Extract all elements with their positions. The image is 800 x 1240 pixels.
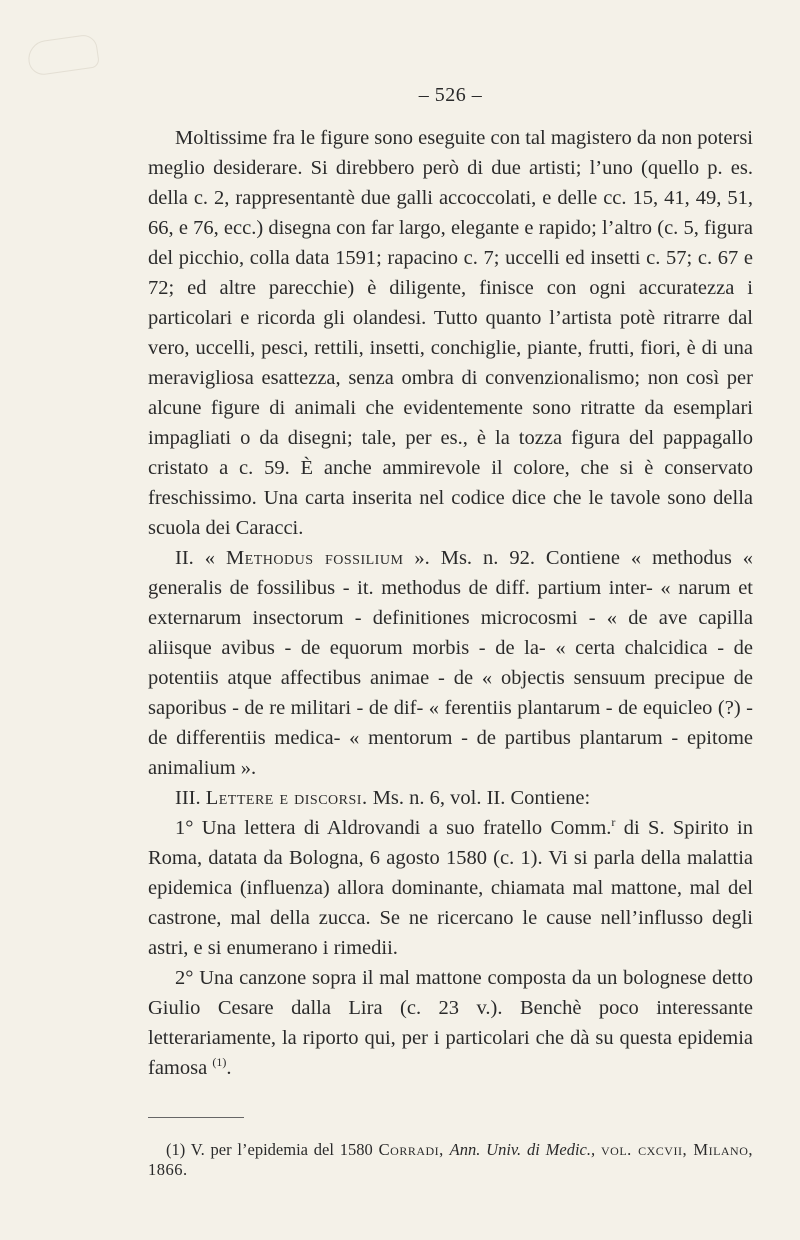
paragraph-letter <box>148 813 753 963</box>
section-title: Lettere e discorsi. <box>205 787 368 809</box>
superscript: r <box>611 815 616 830</box>
paragraph-lettere <box>148 783 753 813</box>
paragraph-text: 2° Una canzone sopra il mal mattone composta da un bolognese detto Giulio Cesare dalla Lira (c. 23 v.). Benchè poco interessante letterariamente, la riporto qui, per i particolari che dà su questa epidemia famosa <box>148 967 753 1079</box>
section-text: Ms. n. 6, vol. II. Contiene: <box>372 787 591 809</box>
footnote-divider <box>148 1117 244 1118</box>
paper-stain <box>26 33 100 76</box>
paragraph-canzone <box>148 963 753 1083</box>
section-number: III. <box>175 787 201 809</box>
footnote-text: (1) V. per l’epidemia del 1580 <box>166 1140 373 1159</box>
footnote-details: vol. cxcvii, Milano, 1866. <box>148 1140 754 1179</box>
footnote-reference[interactable]: (1) <box>212 1055 227 1070</box>
page-number: – 526 – <box>418 84 483 106</box>
footnote <box>148 1140 753 1180</box>
footnote-work: Ann. Univ. di Medic., <box>449 1140 596 1159</box>
paragraph-end: . <box>226 1057 232 1079</box>
document-page <box>148 84 753 1180</box>
paragraph-text: di S. Spirito in Roma, datata da Bologna, 6 agosto 1580 (c. 1). Vi si parla della malattia epidemica (influenza) allora dominante, chiamata mal mattone, mal del castrone, mal della zucca. Se ne ricercano le cause nell’influsso degli astri, e si enumerano i rimedii. <box>148 817 754 959</box>
section-text: ». Ms. n. 92. Contiene « methodus « generalis de fossilibus - it. methodus de diff. partium inter- « narum et externarum insectorum - definitiones microcosmi - « de ave capilla aliisque avibus - de equorum morbis - de la- « certa chalcidica - de potentiis atque affectibus animae - de « objectis sensuum precipue de saporibus - de re militari - de dif- « ferentiis plantarum - de equicleo (?) - de differentiis medica- « mentorum - de partibus plantarum - epitome animalium ». <box>148 547 754 779</box>
section-title: Methodus fossilium <box>225 547 404 569</box>
footnote-author: Corradi, <box>378 1140 444 1159</box>
paragraph-methodus <box>148 543 753 783</box>
paragraph-text: 1° Una lettera di Aldrovandi a suo fratello Comm. <box>175 817 612 839</box>
section-number: II. « <box>175 547 215 569</box>
paragraph-figures: Moltissime fra le figure sono eseguite con tal magistero da non potersi meglio desiderare. Si direbbero però di due artisti; l’uno (quello p. es. della c. 2, rappresentantè due galli accoccolati, e delle cc. 15, 41, 49, 51, 66, e 76, ecc.) disegna con far largo, elegante e rapido; l’altro (c. 5, figura del picchio, colla data 1591; rapacino c. 7; uccelli ed insetti c. 57; c. 67 e 72; ed altre parecchie) è diligente, finisce con ogni accuratezza i particolari e ricorda gli olandesi. Tutto quanto l’artista potè ritrarre dal vero, uccelli, pesci, rettili, insetti, conchiglie, piante, frutti, fiori, è di una meravigliosa esattezza, senza ombra di convenzionalismo; non così per alcune figure di animali che evidentemente sono ritratte da esemplari impagliati o da disegni; tale, per es., è la tozza figura del pappagallo cristato a c. 59. È anche ammirevole il colore, che si è conservato freschissimo. Una carta inserita nel codice dice che le tavole sono della scuola dei Caracci. <box>148 127 753 539</box>
